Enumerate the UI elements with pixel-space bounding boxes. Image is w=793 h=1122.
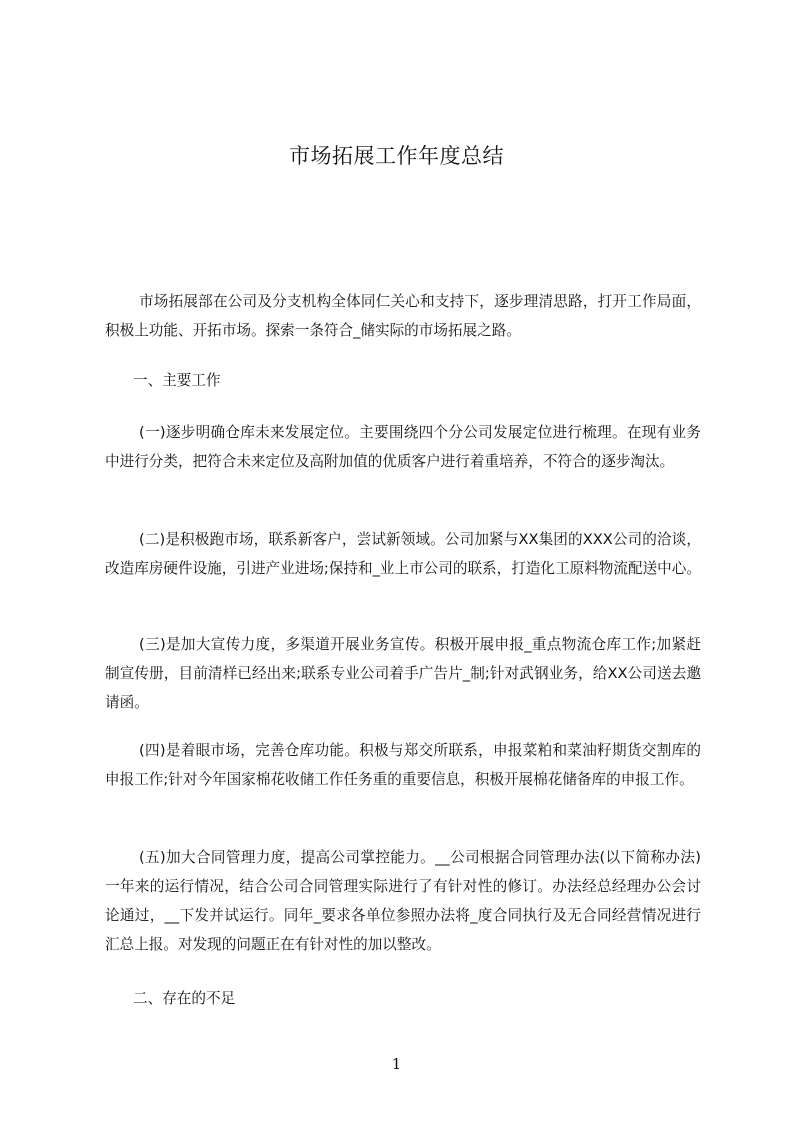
paragraph-item-1: (一)逐步明确仓库未来发展定位。主要围绕四个分公司发展定位进行梳理。在现有业务中进行分类，把符合未来定位及高附加值的优质客户进行着重培养，不符合的逐步淘汰。	[105, 424, 701, 470]
paragraph-item-4: (四)是着眼市场，完善仓库功能。积极与郑交所联系，申报菜粕和菜油籽期货交割库的申报工作;针对今年国家棉花收储工作任务重的重要信息，积极开展棉花储备库的申报工作。	[105, 742, 701, 788]
section-heading-shortcomings: 二、存在的不足	[133, 990, 236, 1007]
intro-paragraph: 市场拓展部在公司及分支机构全体同仁关心和支持下，逐步理清思路，打开工作局面，积极上功能、开拓市场。探索一条符合_储实际的市场拓展之路。	[105, 293, 701, 339]
paragraph-item-5: (五)加大合同管理力度，提高公司掌控能力。__公司根据合同管理办法(以下简称办法)一年来的运行情况，结合公司合同管理实际进行了有针对性的修订。办法经总经理办公会讨论通过，__下发并试运行。同年_要求各单位参照办法将_度合同执行及无合同经营情况进行汇总上报。对发现的问题正在有针对性的加以整改。	[105, 849, 701, 953]
document-title: 市场拓展工作年度总结	[289, 144, 504, 168]
section-heading-main-work: 一、主要工作	[133, 372, 221, 389]
paragraph-item-3: (三)是加大宣传力度，多渠道开展业务宣传。积极开展申报_重点物流仓库工作;加紧赶制宣传册，目前清样已经出来;联系专业公司着手广告片_制;针对武钢业务，给XX公司送去邀请函。	[105, 636, 701, 711]
paragraph-item-2: (二)是积极跑市场，联系新客户，尝试新领域。公司加紧与XX集团的XXX公司的洽谈，改造库房硬件设施，引进产业进场;保持和_业上市公司的联系，打造化工原料物流配送中心。	[105, 531, 701, 577]
page-number: 1	[391, 1055, 402, 1073]
